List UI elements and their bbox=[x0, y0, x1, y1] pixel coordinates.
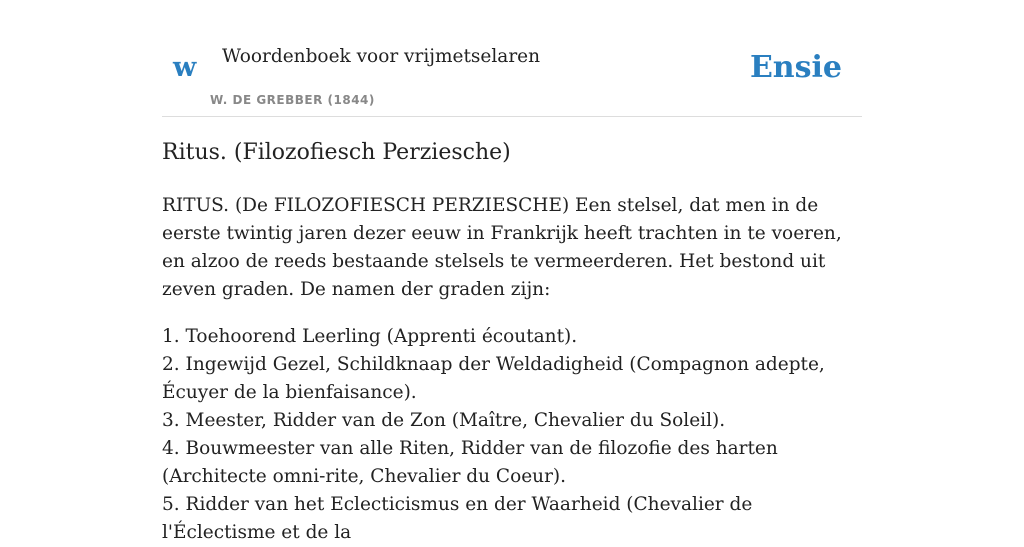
brand-logo[interactable]: Ensie bbox=[749, 50, 842, 85]
list-item: 3. Meester, Ridder van de Zon (Maître, Chevalier du Soleil). bbox=[162, 410, 726, 431]
book-author: W. DE GREBBER (1844) bbox=[210, 93, 375, 107]
list-item: 2. Ingewijd Gezel, Schildknaap der Weldadigheid (Compagnon adepte, Écuyer de la bienfaisance). bbox=[162, 354, 825, 403]
list-item: 4. Bouwmeester van alle Riten, Ridder van de filozofie des harten (Architecte omni-rite, Chevalier du Coeur). bbox=[162, 438, 778, 487]
entry-intro: RITUS. (De FILOZOFIESCH PERZIESCHE) Een stelsel, dat men in de eerste twintig jaren dezer eeuw in Frankrijk heeft trachten in te voeren, en alzoo de reeds bestaande stelsels te vermeerderen. Het bestond uit zeven graden. De namen der graden zijn: bbox=[162, 195, 842, 300]
list-item: 5. Ridder van het Eclecticismus en der Waarheid (Chevalier de l'Éclectisme et de la bbox=[162, 494, 753, 543]
book-logo[interactable]: w bbox=[173, 52, 197, 83]
site-header bbox=[162, 0, 862, 117]
list-item: 1. Toehoorend Leerling (Apprenti écoutant). bbox=[162, 326, 578, 347]
book-title[interactable]: Woordenboek voor vrijmetselaren bbox=[222, 46, 541, 67]
entry-title: Ritus. (Filozofiesch Perziesche) bbox=[162, 140, 511, 165]
grades-list bbox=[162, 323, 867, 547]
